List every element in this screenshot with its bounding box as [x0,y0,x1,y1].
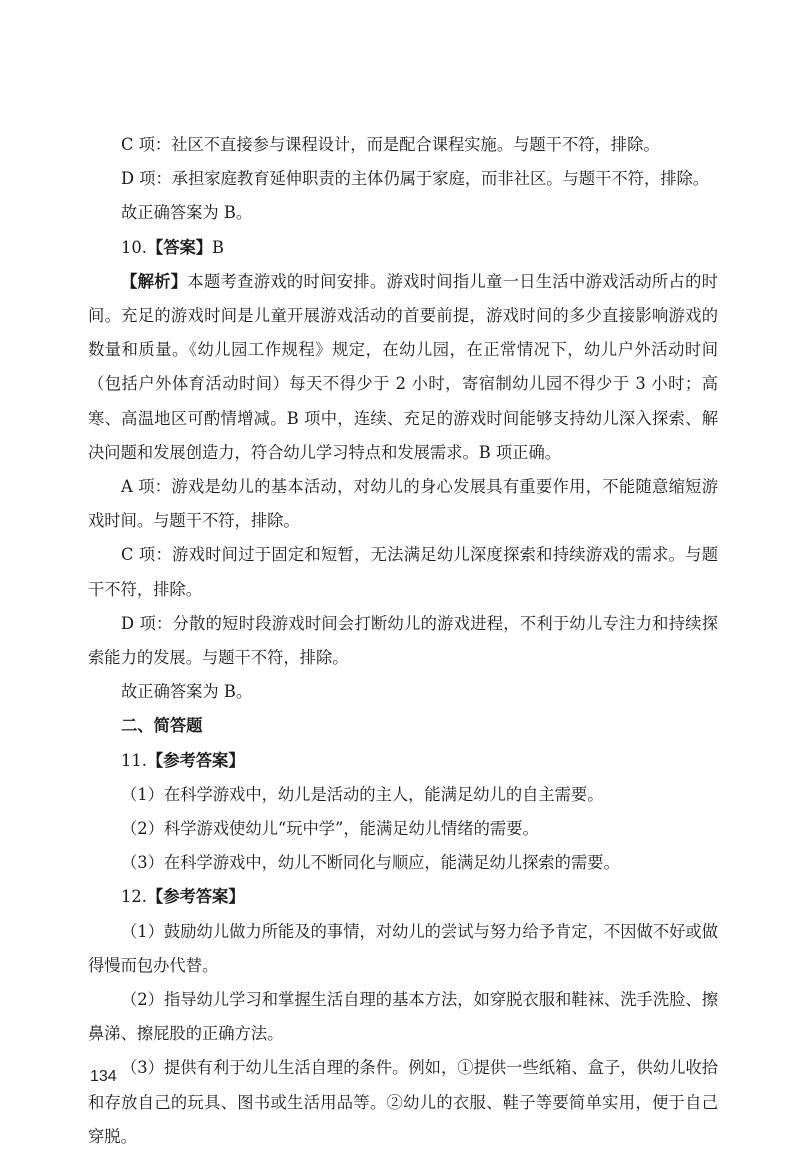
q12-point-2: （2）指导幼儿学习和掌握生活自理的基本方法，如穿脱衣服和鞋袜、洗手洗脸、擦鼻涕、擦屁股的正确方法。 [88,990,718,1044]
q11-label: 【参考答案】 [146,750,245,770]
paragraph-option-c: C 项：社区不直接参与课程设计，而是配合课程实施。与题干不符，排除。 [121,135,660,154]
q10-analysis-text: 本题考查游戏的时间安排。游戏时间指儿童一日生活中游戏活动所占的时间。充足的游戏时间是儿童开展游戏活动的首要前提，游戏时间的多少直接影响游戏的数量和质量。《幼儿园工作规程》规定，在幼儿园，在正常情况下，幼儿户外活动时间（包括户外体育活动时间）每天不得少于 2 小时，寄宿制幼儿园不得少于 3 小时；高寒、高温地区可酌情增减。B 项中，连续、充足的游戏时间能够支持幼儿深入探索、解决问题和发展创造力，符合幼儿学习特点和发展需求。B 项正确。 [88,271,718,462]
q10-option-c: C 项：游戏时间过于固定和短暂，无法满足幼儿深度探索和持续游戏的需求。与题干不符，排除。 [88,545,718,599]
q10-answer-label: 【答案】 [146,237,213,257]
q11-point-3: （3）在科学游戏中，幼儿不断同化与顺应，能满足幼儿探索的需要。 [121,853,620,873]
q10-analysis-label: 【解析】 [121,271,188,291]
q12-header [88,880,718,914]
q12-label: 【参考答案】 [146,887,245,907]
q10-answer-value: B [212,237,225,257]
q12-point-3: （3）提供有利于幼儿生活自理的条件。例如，①提供一些纸箱、盒子，供幼儿收拾和存放自己的玩具、图书或生活用品等。②幼儿的衣服、鞋子等要简单实用，便于自己穿脱。 [88,1058,718,1146]
q12-point-1: （1）鼓励幼儿做力所能及的事情，对幼儿的尝试与努力给予肯定，不因做不好或做得慢而包办代替。 [88,921,718,975]
section-title: 二、简答题 [121,716,203,736]
q11-header [88,744,718,778]
paragraph-option-d: D 项：承担家庭教育延伸职责的主体仍属于家庭，而非社区。与题干不符，排除。 [121,169,710,189]
q12-number: 12. [121,887,147,907]
q11-point-2: （2）科学游戏使幼儿“玩中学”，能满足幼儿情绪的需要。 [121,819,539,839]
paragraph-conclusion: 故正确答案为 B。 [121,203,253,223]
document-body [88,128,718,1154]
q10-number: 10. [121,237,147,257]
page-number: 134 [90,1068,117,1085]
q10-option-d: D 项：分散的短时段游戏时间会打断幼儿的游戏进程，不利于幼儿专注力和持续探索能力的发展。与题干不符，排除。 [88,613,718,668]
q10-option-a: A 项：游戏是幼儿的基本活动，对幼儿的身心发展具有重要作用，不能随意缩短游戏时间。与题干不符，排除。 [88,477,718,531]
q11-number: 11. [121,750,147,770]
q10-conclusion: 故正确答案为 B。 [121,682,253,702]
q10-answer-line [88,231,718,265]
q11-point-1: （1）在科学游戏中，幼儿是活动的主人，能满足幼儿的自主需要。 [121,784,604,804]
q10-analysis [88,265,718,470]
